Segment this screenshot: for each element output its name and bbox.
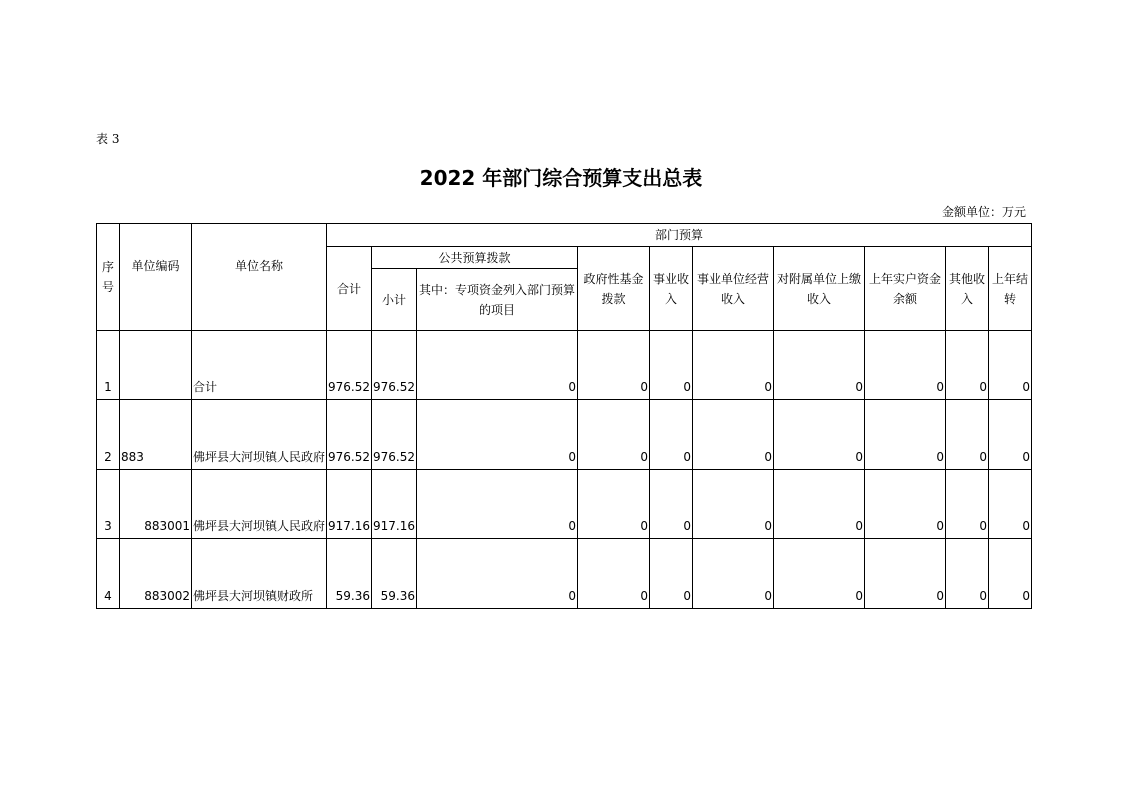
- cell-affiliated: 0: [774, 400, 865, 470]
- cell-biz-income: 0: [650, 400, 693, 470]
- cell-subtotal: 976.52: [372, 400, 417, 470]
- cell-carryover: 0: [989, 400, 1032, 470]
- cell-prior-balance: 0: [865, 331, 946, 400]
- header-unit-name: 单位名称: [192, 224, 327, 331]
- table-row: [97, 539, 1032, 609]
- cell-prior-balance: 0: [865, 539, 946, 609]
- cell-seq: 3: [97, 470, 120, 539]
- table-row: [97, 470, 1032, 539]
- cell-biz-income: 0: [650, 470, 693, 539]
- cell-affiliated: 0: [774, 331, 865, 400]
- header-subtotal: 小计: [372, 269, 417, 331]
- cell-gov-fund: 0: [578, 400, 650, 470]
- header-other-income: 其他收入: [946, 247, 989, 331]
- cell-gov-fund: 0: [578, 331, 650, 400]
- cell-gov-fund: 0: [578, 470, 650, 539]
- header-total: 合计: [327, 247, 372, 331]
- cell-other: 0: [946, 470, 989, 539]
- cell-total: 976.52: [327, 400, 372, 470]
- cell-total: 59.36: [327, 539, 372, 609]
- cell-gov-fund: 0: [578, 539, 650, 609]
- header-row-1: [97, 224, 1032, 247]
- cell-special: 0: [417, 331, 578, 400]
- cell-seq: 4: [97, 539, 120, 609]
- cell-seq: 1: [97, 331, 120, 400]
- page-title: 2022 年部门综合预算支出总表: [419, 166, 703, 190]
- cell-subtotal: 59.36: [372, 539, 417, 609]
- cell-subtotal: 976.52: [372, 331, 417, 400]
- cell-other: 0: [946, 331, 989, 400]
- cell-biz-op: 0: [693, 331, 774, 400]
- header-unit-code: 单位编码: [120, 224, 192, 331]
- cell-code: 883001: [120, 470, 192, 539]
- header-affiliated-income: 对附属单位上缴收入: [774, 247, 865, 331]
- cell-affiliated: 0: [774, 539, 865, 609]
- table-row: [97, 331, 1032, 400]
- header-biz-op-income: 事业单位经营收入: [693, 247, 774, 331]
- header-prior-balance: 上年实户资金余额: [865, 247, 946, 331]
- cell-name: 佛坪县大河坝镇人民政府: [192, 470, 327, 539]
- cell-affiliated: 0: [774, 470, 865, 539]
- cell-prior-balance: 0: [865, 400, 946, 470]
- cell-biz-income: 0: [650, 539, 693, 609]
- cell-biz-op: 0: [693, 400, 774, 470]
- cell-name: 合计: [192, 331, 327, 400]
- cell-code: 883: [120, 400, 192, 470]
- cell-name: 佛坪县大河坝镇人民政府: [192, 400, 327, 470]
- cell-total: 976.52: [327, 331, 372, 400]
- cell-special: 0: [417, 470, 578, 539]
- cell-name: 佛坪县大河坝镇财政所: [192, 539, 327, 609]
- cell-code: [120, 331, 192, 400]
- header-gov-fund: 政府性基金拨款: [578, 247, 650, 331]
- cell-total: 917.16: [327, 470, 372, 539]
- cell-special: 0: [417, 539, 578, 609]
- cell-biz-income: 0: [650, 331, 693, 400]
- cell-carryover: 0: [989, 539, 1032, 609]
- cell-prior-balance: 0: [865, 470, 946, 539]
- cell-other: 0: [946, 400, 989, 470]
- table-row: [97, 400, 1032, 470]
- cell-carryover: 0: [989, 331, 1032, 400]
- header-seq: 序号: [97, 224, 120, 331]
- header-public-budget: 公共预算拨款: [372, 247, 578, 269]
- budget-expenditure-table: [96, 223, 1032, 609]
- cell-code: 883002: [120, 539, 192, 609]
- header-biz-income: 事业收入: [650, 247, 693, 331]
- cell-biz-op: 0: [693, 470, 774, 539]
- cell-biz-op: 0: [693, 539, 774, 609]
- cell-special: 0: [417, 400, 578, 470]
- header-dept-budget: 部门预算: [327, 224, 1032, 247]
- header-prior-carryover: 上年结转: [989, 247, 1032, 331]
- cell-seq: 2: [97, 400, 120, 470]
- amount-unit-label: 金额单位：万元: [941, 205, 1026, 219]
- cell-other: 0: [946, 539, 989, 609]
- table-number-label: 表 3: [96, 132, 120, 146]
- cell-subtotal: 917.16: [372, 470, 417, 539]
- cell-carryover: 0: [989, 470, 1032, 539]
- header-special-funds: 其中：专项资金列入部门预算的项目: [417, 269, 578, 331]
